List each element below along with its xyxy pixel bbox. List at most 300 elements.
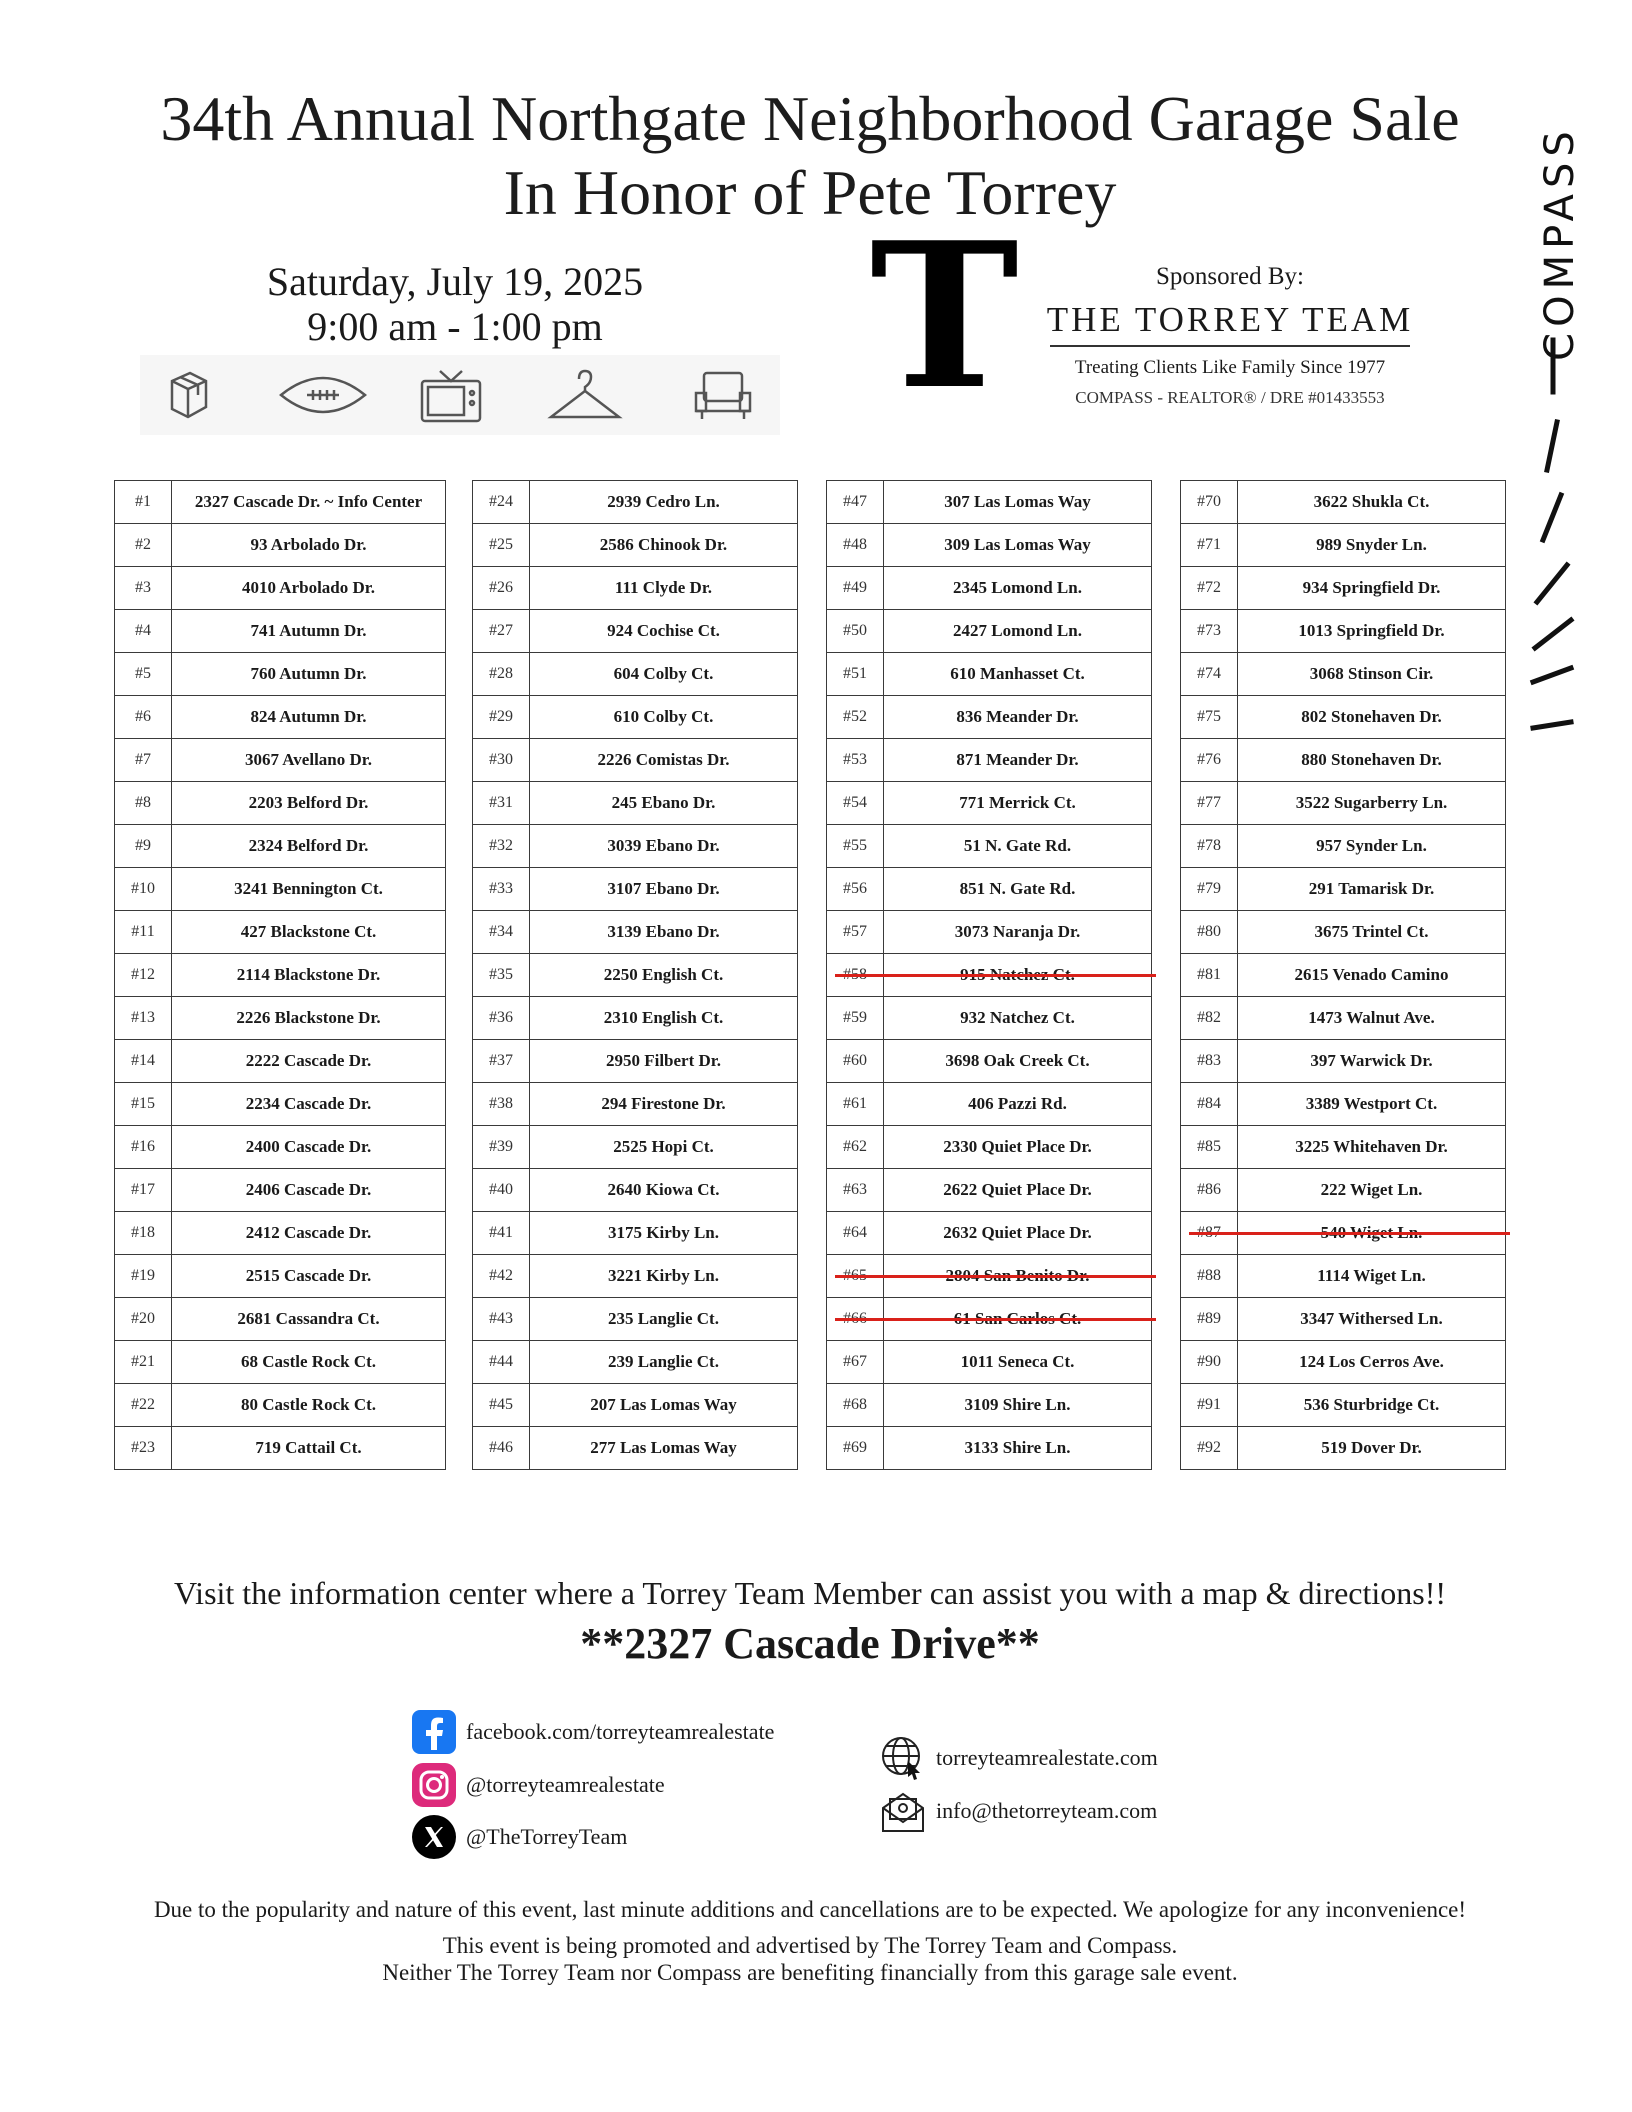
listing-address: 932 Natchez Ct.	[884, 997, 1152, 1040]
listing-number: #23	[115, 1427, 172, 1470]
info-center-text: Visit the information center where a Torrey Team Member can assist you with a map & directions!!	[173, 1575, 1447, 1611]
listing-row	[827, 653, 1152, 696]
listing-address: 68 Castle Rock Ct.	[172, 1341, 446, 1384]
listing-address: 924 Cochise Ct.	[530, 610, 798, 653]
sponsor-block	[870, 199, 1430, 435]
listing-row	[827, 868, 1152, 911]
event-date: Saturday, July 19, 2025	[266, 259, 644, 304]
website-contact[interactable]	[880, 1735, 1158, 1781]
listing-row	[473, 1169, 798, 1212]
listing-number: #43	[473, 1298, 530, 1341]
listing-row	[473, 524, 798, 567]
listing-row	[827, 1212, 1152, 1255]
listing-row	[827, 1169, 1152, 1212]
page-title	[0, 82, 1620, 230]
listing-row	[1181, 868, 1506, 911]
listing-row	[115, 653, 446, 696]
listing-row	[115, 1169, 446, 1212]
listing-number: #18	[115, 1212, 172, 1255]
listing-address: 397 Warwick Dr.	[1238, 1040, 1506, 1083]
listing-row	[473, 1126, 798, 1169]
listing-number: #70	[1181, 481, 1238, 524]
listing-row	[115, 1212, 446, 1255]
listing-row	[473, 610, 798, 653]
listing-address: 760 Autumn Dr.	[172, 653, 446, 696]
listing-row	[827, 1341, 1152, 1384]
listing-address: 3039 Ebano Dr.	[530, 825, 798, 868]
listing-address: 80 Castle Rock Ct.	[172, 1384, 446, 1427]
listing-row	[827, 911, 1152, 954]
listing-number: #30	[473, 739, 530, 782]
listing-number: #25	[473, 524, 530, 567]
listing-row	[473, 1040, 798, 1083]
listing-row	[473, 696, 798, 739]
listing-row	[827, 782, 1152, 825]
disclaimer-line-2: This event is being promoted and advertised by The Torrey Team and Compass.	[442, 1933, 1178, 1958]
email-link[interactable]: info@thetorreyteam.com	[936, 1798, 1158, 1823]
listing-row	[827, 1126, 1152, 1169]
listing-number: #48	[827, 524, 884, 567]
listing-row	[473, 868, 798, 911]
listing-number: #55	[827, 825, 884, 868]
listing-row	[1181, 782, 1506, 825]
listing-number: #28	[473, 653, 530, 696]
listing-number: #22	[115, 1384, 172, 1427]
item-icons-strip	[140, 355, 780, 435]
listing-row	[827, 739, 1152, 782]
info-center-address: **2327 Cascade Drive**	[580, 1619, 1040, 1668]
listing-number: #46	[473, 1427, 530, 1470]
listing-number: #35	[473, 954, 530, 997]
listing-address: 307 Las Lomas Way	[884, 481, 1152, 524]
listing-address: 239 Langlie Ct.	[530, 1341, 798, 1384]
listing-address: 880 Stonehaven Dr.	[1238, 739, 1506, 782]
title-line-2: In Honor of Pete Torrey	[503, 157, 1117, 228]
email-contact[interactable]	[880, 1788, 1157, 1834]
listing-number: #78	[1181, 825, 1238, 868]
title-line-1: 34th Annual Northgate Neighborhood Garage Sale	[160, 83, 1460, 154]
listing-row	[1181, 1384, 1506, 1427]
event-time: 9:00 am - 1:00 pm	[307, 304, 603, 349]
cancel-strike	[1189, 1232, 1510, 1235]
listing-row	[827, 610, 1152, 653]
listing-number: #17	[115, 1169, 172, 1212]
listing-row	[473, 1212, 798, 1255]
listing-address: 824 Autumn Dr.	[172, 696, 446, 739]
listing-number: #53	[827, 739, 884, 782]
sponsor-name: THE TORREY TEAM	[1046, 300, 1414, 339]
listing-address: 2632 Quiet Place Dr.	[884, 1212, 1152, 1255]
torrey-logo: T	[870, 199, 1019, 434]
listing-address: 2114 Blackstone Dr.	[172, 954, 446, 997]
listing-number: #64	[827, 1212, 884, 1255]
sponsor-tagline: Treating Clients Like Family Since 1977	[1074, 357, 1386, 378]
compass-brand	[1505, 60, 1625, 810]
listing-address: 235 Langlie Ct.	[530, 1298, 798, 1341]
listing-number: #50	[827, 610, 884, 653]
listing-address: 4010 Arbolado Dr.	[172, 567, 446, 610]
listing-row	[1181, 911, 1506, 954]
listing-number: #85	[1181, 1126, 1238, 1169]
listing-number: #71	[1181, 524, 1238, 567]
listing-address: 610 Colby Ct.	[530, 696, 798, 739]
listing-row	[1181, 1126, 1506, 1169]
listing-row	[115, 567, 446, 610]
listing-address: 2515 Cascade Dr.	[172, 1255, 446, 1298]
listing-row	[827, 1083, 1152, 1126]
listing-address: 2939 Cedro Ln.	[530, 481, 798, 524]
listing-number: #61	[827, 1083, 884, 1126]
listing-row	[827, 696, 1152, 739]
listing-number: #21	[115, 1341, 172, 1384]
listing-number: #90	[1181, 1341, 1238, 1384]
listing-number: #82	[1181, 997, 1238, 1040]
listing-address: 2640 Kiowa Ct.	[530, 1169, 798, 1212]
listing-number: #49	[827, 567, 884, 610]
listing-row	[115, 524, 446, 567]
listing-number: #75	[1181, 696, 1238, 739]
listing-address: 3347 Withersed Ln.	[1238, 1298, 1506, 1341]
listing-number: #44	[473, 1341, 530, 1384]
listing-address: 3622 Shukla Ct.	[1238, 481, 1506, 524]
listing-address: 836 Meander Dr.	[884, 696, 1152, 739]
listing-row	[1181, 1169, 1506, 1212]
listing-address: 2406 Cascade Dr.	[172, 1169, 446, 1212]
listing-row	[1181, 567, 1506, 610]
facebook-link[interactable]: facebook.com/torreyteamrealestate	[466, 1719, 775, 1744]
listing-address: 1011 Seneca Ct.	[884, 1341, 1152, 1384]
listing-address: 1013 Springfield Dr.	[1238, 610, 1506, 653]
listing-row	[827, 567, 1152, 610]
listing-row	[115, 1040, 446, 1083]
listing-address: 3175 Kirby Ln.	[530, 1212, 798, 1255]
listing-row	[473, 911, 798, 954]
listing-row	[115, 739, 446, 782]
listing-address: 2525 Hopi Ct.	[530, 1126, 798, 1169]
listing-row	[115, 1427, 446, 1470]
listing-row	[1181, 1341, 1506, 1384]
listing-number: #36	[473, 997, 530, 1040]
listing-number: #19	[115, 1255, 172, 1298]
instagram-handle[interactable]: @torreyteamrealestate	[466, 1772, 665, 1797]
listing-row	[473, 1255, 798, 1298]
listing-address: 2203 Belford Dr.	[172, 782, 446, 825]
box-icon	[152, 367, 218, 423]
cancel-strike	[835, 974, 1156, 977]
listing-number: #74	[1181, 653, 1238, 696]
listing-row	[473, 1341, 798, 1384]
sponsored-by-label: Sponsored By:	[1156, 263, 1304, 290]
listing-number: #7	[115, 739, 172, 782]
listing-number: #10	[115, 868, 172, 911]
listing-address: 2412 Cascade Dr.	[172, 1212, 446, 1255]
listing-number: #33	[473, 868, 530, 911]
listing-column-2	[472, 480, 798, 1470]
listing-address: 309 Las Lomas Way	[884, 524, 1152, 567]
listing-number: #86	[1181, 1169, 1238, 1212]
listing-address: 3067 Avellano Dr.	[172, 739, 446, 782]
listing-address: 2222 Cascade Dr.	[172, 1040, 446, 1083]
facebook-icon	[412, 1710, 456, 1754]
listing-row	[827, 1427, 1152, 1470]
listing-row	[115, 825, 446, 868]
listing-number: #15	[115, 1083, 172, 1126]
listing-address: 3522 Sugarberry Ln.	[1238, 782, 1506, 825]
listing-number: #14	[115, 1040, 172, 1083]
listing-address: 741 Autumn Dr.	[172, 610, 446, 653]
listing-address: 3698 Oak Creek Ct.	[884, 1040, 1152, 1083]
listing-number: #47	[827, 481, 884, 524]
chair-icon	[690, 367, 756, 423]
cancel-strike	[835, 1318, 1156, 1321]
listing-address: 2327 Cascade Dr. ~ Info Center	[172, 481, 446, 524]
listing-row	[827, 524, 1152, 567]
listing-number: #67	[827, 1341, 884, 1384]
disclaimer-line-3: Neither The Torrey Team nor Compass are benefiting financially from this garage sale event.	[382, 1960, 1238, 1985]
listing-row	[1181, 1083, 1506, 1126]
listing-row	[1181, 653, 1506, 696]
listing-row	[115, 481, 446, 524]
listing-number: #37	[473, 1040, 530, 1083]
listing-row	[1181, 1255, 1506, 1298]
listing-address: 3225 Whitehaven Dr.	[1238, 1126, 1506, 1169]
x-icon	[412, 1815, 456, 1859]
listing-column-4	[1180, 480, 1506, 1470]
compass-logo: COMPASS	[1537, 125, 1583, 361]
listing-number: #62	[827, 1126, 884, 1169]
listing-address: 2615 Venado Camino	[1238, 954, 1506, 997]
listing-number: #89	[1181, 1298, 1238, 1341]
listing-number: #13	[115, 997, 172, 1040]
listing-address: 2310 English Ct.	[530, 997, 798, 1040]
listing-row	[473, 825, 798, 868]
listing-row	[115, 1255, 446, 1298]
listing-number: #27	[473, 610, 530, 653]
listing-row	[1181, 524, 1506, 567]
listing-number: #51	[827, 653, 884, 696]
listing-number: #92	[1181, 1427, 1238, 1470]
listing-address: 2586 Chinook Dr.	[530, 524, 798, 567]
listing-address: 934 Springfield Dr.	[1238, 567, 1506, 610]
listing-number: #1	[115, 481, 172, 524]
listing-row	[1181, 739, 1506, 782]
listing-number: #80	[1181, 911, 1238, 954]
listing-number: #77	[1181, 782, 1238, 825]
listing-number: #32	[473, 825, 530, 868]
listing-address: 851 N. Gate Rd.	[884, 868, 1152, 911]
listing-number: #39	[473, 1126, 530, 1169]
listing-address: 277 Las Lomas Way	[530, 1427, 798, 1470]
listing-address: 2324 Belford Dr.	[172, 825, 446, 868]
tv-icon	[418, 367, 484, 423]
listing-row	[115, 1341, 446, 1384]
listing-row	[1181, 1427, 1506, 1470]
listing-number: #63	[827, 1169, 884, 1212]
listing-number: #56	[827, 868, 884, 911]
listing-address: 291 Tamarisk Dr.	[1238, 868, 1506, 911]
listing-address: 2950 Filbert Dr.	[530, 1040, 798, 1083]
listing-number: #79	[1181, 868, 1238, 911]
listing-number: #73	[1181, 610, 1238, 653]
listing-number: #84	[1181, 1083, 1238, 1126]
listing-number: #8	[115, 782, 172, 825]
listing-address: 3389 Westport Ct.	[1238, 1083, 1506, 1126]
listing-row	[473, 1427, 798, 1470]
listing-row	[473, 567, 798, 610]
listing-address: 3675 Trintel Ct.	[1238, 911, 1506, 954]
listing-row	[827, 997, 1152, 1040]
listing-number: #38	[473, 1083, 530, 1126]
listing-number: #72	[1181, 567, 1238, 610]
instagram-icon	[412, 1763, 456, 1807]
listing-number: #3	[115, 567, 172, 610]
listing-number: #12	[115, 954, 172, 997]
listing-address: 2345 Lomond Ln.	[884, 567, 1152, 610]
listing-row	[1181, 610, 1506, 653]
listing-row	[473, 1083, 798, 1126]
listing-row	[115, 868, 446, 911]
x-handle[interactable]: @TheTorreyTeam	[466, 1824, 628, 1849]
listing-address: 3221 Kirby Ln.	[530, 1255, 798, 1298]
listing-row	[473, 782, 798, 825]
listing-number: #54	[827, 782, 884, 825]
listing-address: 111 Clyde Dr.	[530, 567, 798, 610]
listing-address: 2400 Cascade Dr.	[172, 1126, 446, 1169]
listing-number: #16	[115, 1126, 172, 1169]
listing-address: 802 Stonehaven Dr.	[1238, 696, 1506, 739]
listing-address: 207 Las Lomas Way	[530, 1384, 798, 1427]
listing-address: 871 Meander Dr.	[884, 739, 1152, 782]
listing-address: 406 Pazzi Rd.	[884, 1083, 1152, 1126]
listing-address: 2226 Comistas Dr.	[530, 739, 798, 782]
listing-number: #76	[1181, 739, 1238, 782]
football-icon	[275, 367, 371, 423]
listing-number: #2	[115, 524, 172, 567]
listing-row	[115, 610, 446, 653]
listing-address: 427 Blackstone Ct.	[172, 911, 446, 954]
listing-address: 1473 Walnut Ave.	[1238, 997, 1506, 1040]
listing-address: 719 Cattail Ct.	[172, 1427, 446, 1470]
listing-number: #26	[473, 567, 530, 610]
listing-number: #83	[1181, 1040, 1238, 1083]
disclaimer-line-1: Due to the popularity and nature of this event, last minute additions and cancellations are to be expected. We apologize for any inconvenience!	[153, 1897, 1467, 1922]
listing-row	[1181, 481, 1506, 524]
listing-number: #20	[115, 1298, 172, 1341]
sponsor-divider	[1050, 345, 1410, 347]
listing-number: #41	[473, 1212, 530, 1255]
listing-row	[473, 997, 798, 1040]
listing-number: #11	[115, 911, 172, 954]
listing-row	[115, 954, 446, 997]
listing-address: 536 Sturbridge Ct.	[1238, 1384, 1506, 1427]
listing-row	[1181, 696, 1506, 739]
listing-row	[827, 481, 1152, 524]
listing-address: 610 Manhasset Ct.	[884, 653, 1152, 696]
listing-number: #59	[827, 997, 884, 1040]
listing-number: #24	[473, 481, 530, 524]
listing-number: #81	[1181, 954, 1238, 997]
listing-address: 3073 Naranja Dr.	[884, 911, 1152, 954]
listing-address: 124 Los Cerros Ave.	[1238, 1341, 1506, 1384]
listing-row	[115, 696, 446, 739]
listing-row	[1181, 954, 1506, 997]
listing-address: 3133 Shire Ln.	[884, 1427, 1152, 1470]
listing-row	[473, 739, 798, 782]
listing-number: #52	[827, 696, 884, 739]
listing-row	[115, 1384, 446, 1427]
listing-address: 2226 Blackstone Dr.	[172, 997, 446, 1040]
listing-address: 3241 Bennington Ct.	[172, 868, 446, 911]
cancel-strike	[835, 1275, 1156, 1278]
listing-address: 2681 Cassandra Ct.	[172, 1298, 446, 1341]
listing-address: 3139 Ebano Dr.	[530, 911, 798, 954]
listing-address: 3109 Shire Ln.	[884, 1384, 1152, 1427]
listing-address: 604 Colby Ct.	[530, 653, 798, 696]
listing-number: #9	[115, 825, 172, 868]
listing-number: #69	[827, 1427, 884, 1470]
hanger-icon	[545, 367, 625, 423]
listing-row	[115, 782, 446, 825]
listing-column-1	[114, 480, 446, 1470]
listing-address: 93 Arbolado Dr.	[172, 524, 446, 567]
listing-address: 245 Ebano Dr.	[530, 782, 798, 825]
listing-row	[827, 1384, 1152, 1427]
listing-row	[827, 825, 1152, 868]
listing-address: 2234 Cascade Dr.	[172, 1083, 446, 1126]
listing-row	[473, 481, 798, 524]
listing-row	[473, 653, 798, 696]
listing-address: 2330 Quiet Place Dr.	[884, 1126, 1152, 1169]
listing-address: 51 N. Gate Rd.	[884, 825, 1152, 868]
listing-address: 2427 Lomond Ln.	[884, 610, 1152, 653]
listing-address: 771 Merrick Ct.	[884, 782, 1152, 825]
listing-number: #34	[473, 911, 530, 954]
listing-number: #45	[473, 1384, 530, 1427]
listing-number: #4	[115, 610, 172, 653]
listing-number: #40	[473, 1169, 530, 1212]
listing-number: #31	[473, 782, 530, 825]
listing-row	[1181, 997, 1506, 1040]
facebook-contact[interactable]	[412, 1710, 774, 1754]
listing-address: 2250 English Ct.	[530, 954, 798, 997]
listing-row	[115, 911, 446, 954]
listing-row	[115, 1083, 446, 1126]
compass-decoration	[1505, 330, 1625, 780]
website-link[interactable]: torreyteamrealestate.com	[936, 1745, 1158, 1770]
instagram-contact[interactable]	[412, 1763, 665, 1807]
x-contact[interactable]	[412, 1815, 627, 1859]
listing-row	[115, 997, 446, 1040]
listing-row	[473, 1298, 798, 1341]
listing-row	[473, 1384, 798, 1427]
listing-row	[115, 1126, 446, 1169]
listing-row	[827, 1040, 1152, 1083]
listing-address: 1114 Wiget Ln.	[1238, 1255, 1506, 1298]
email-icon	[880, 1788, 926, 1834]
listing-row	[1181, 1040, 1506, 1083]
listing-number: #68	[827, 1384, 884, 1427]
listing-number: #42	[473, 1255, 530, 1298]
listing-row	[115, 1298, 446, 1341]
globe-icon	[880, 1735, 926, 1781]
listing-number: #5	[115, 653, 172, 696]
listing-address: 989 Snyder Ln.	[1238, 524, 1506, 567]
listing-number: #60	[827, 1040, 884, 1083]
listing-address: 294 Firestone Dr.	[530, 1083, 798, 1126]
listing-address: 3107 Ebano Dr.	[530, 868, 798, 911]
listing-address: 519 Dover Dr.	[1238, 1427, 1506, 1470]
sponsor-license: COMPASS - REALTOR® / DRE #01433553	[1075, 388, 1385, 407]
